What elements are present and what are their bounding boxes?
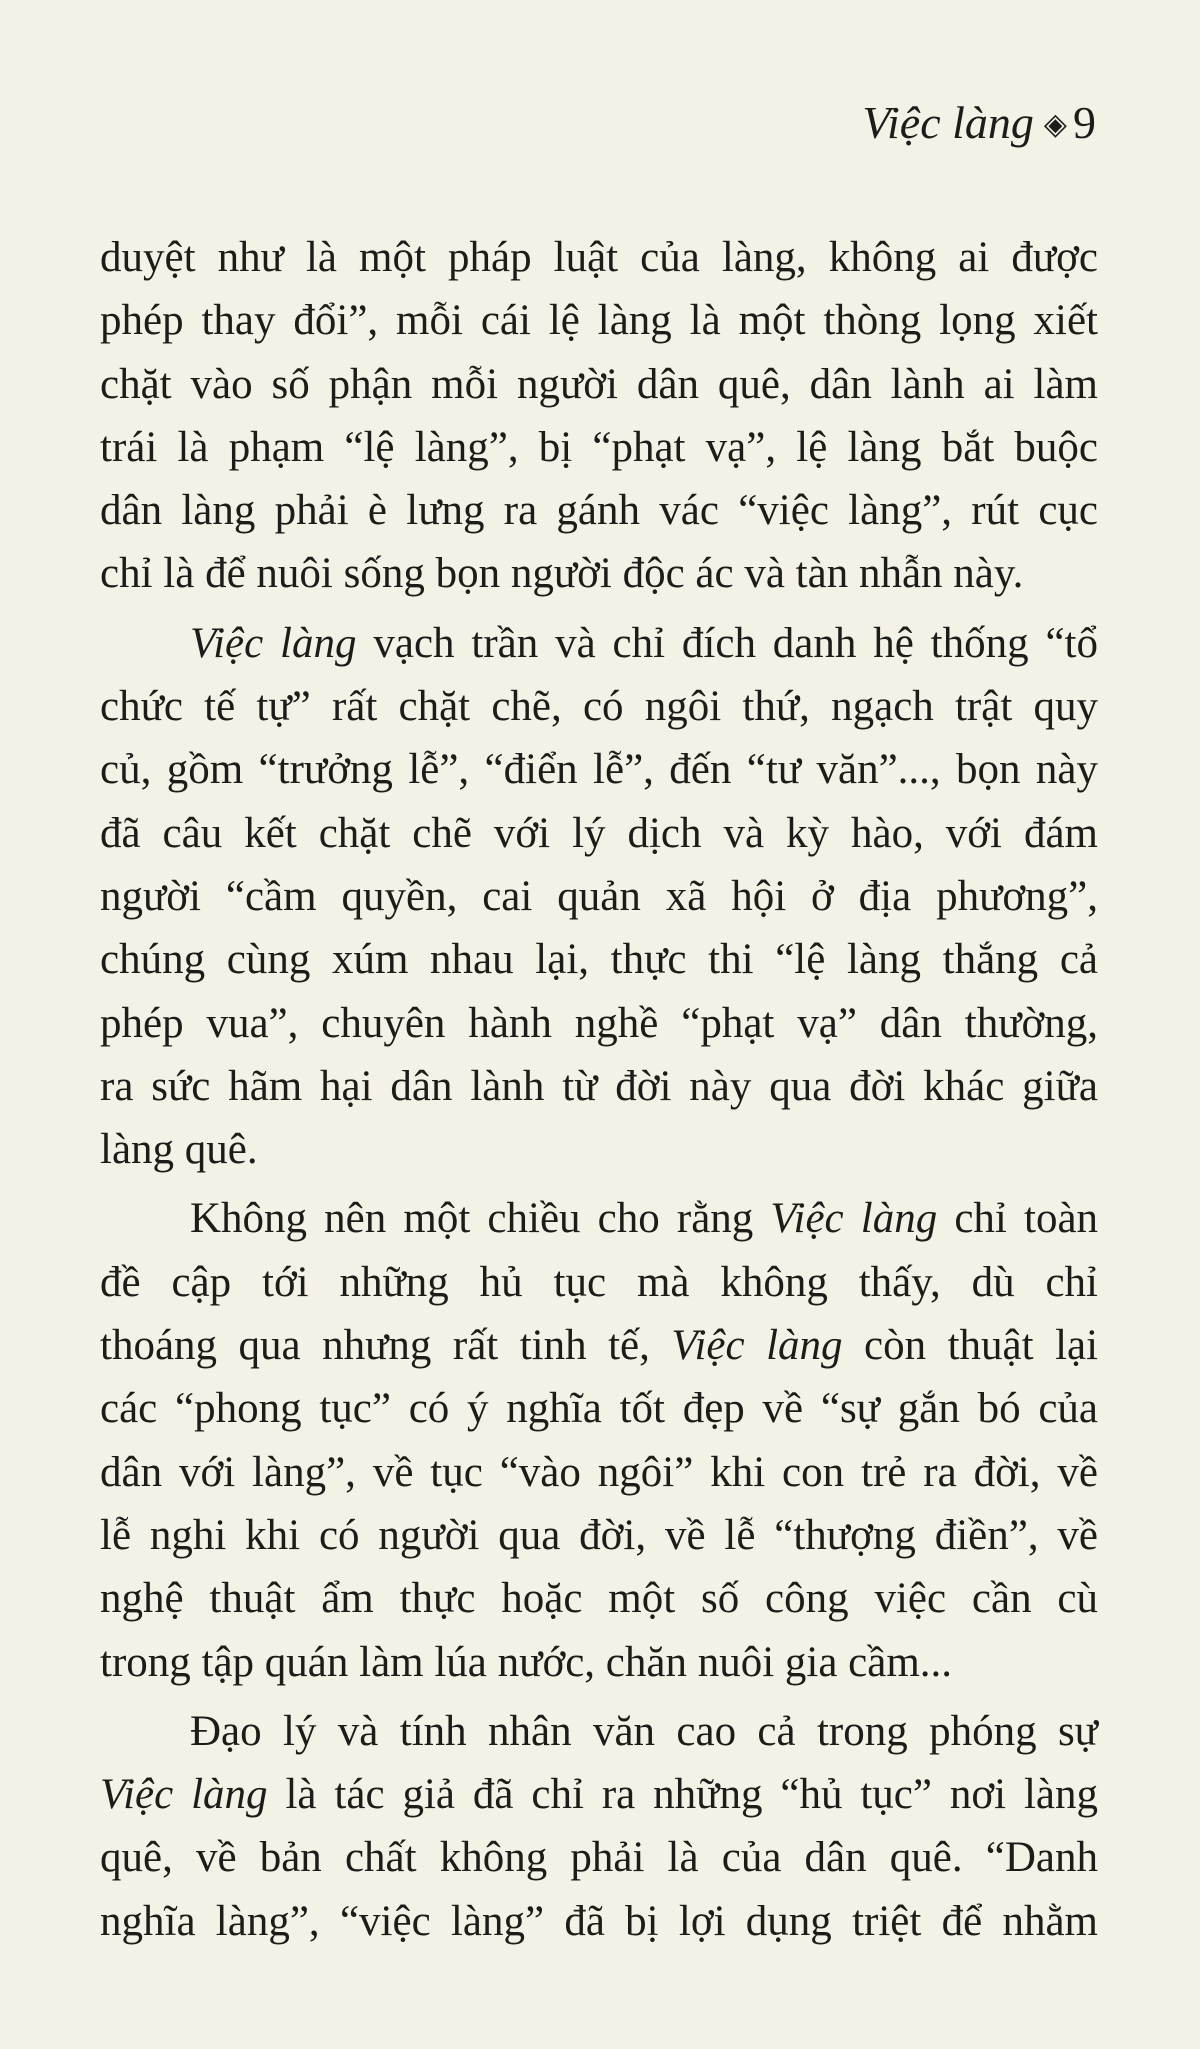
paragraph-1 [100,226,1098,606]
text-line: Đạo lý và tính nhân văn cao cả trong phóng sự [190,1707,1098,1755]
text-line: quê, về bản chất không phải là của dân quê. “Danh [100,1834,1098,1882]
text-line: chúng cùng xúm nhau lại, thực thi “lệ làng thắng cả [100,936,1098,984]
text-line: phép thay đổi”, mỗi cái lệ làng là một thòng lọng xiết [100,297,1098,345]
body-text [100,226,1098,1953]
text-line [100,612,1098,675]
text-line: các “phong tục” có ý nghĩa tốt đẹp về “sự gắn bó của [100,1385,1098,1433]
italic-title: Việc làng [100,1771,268,1819]
text-fragment: Không nên một chiều cho rằng [190,1195,754,1243]
paragraph-4 [100,1700,1098,1953]
text-line: duyệt như là một pháp luật của làng, không ai được [100,234,1098,281]
text-fragment: vạch trần và chỉ đích danh hệ thống “tổ [373,619,1099,667]
text-line: dân làng phải è lưng ra gánh vác “việc làng”, rút cục [100,487,1098,535]
text-line: người “cầm quyền, cai quản xã hội ở địa phương”, [100,872,1098,920]
text-line [100,1763,1098,1826]
text-line [100,1314,1098,1377]
text-fragment: là tác giả đã chỉ ra những “hủ tục” nơi làng [285,1771,1099,1819]
text-line: ra sức hãm hại dân lành từ đời này qua đời khác giữa [100,1062,1098,1110]
header-title: Việc làng [862,97,1034,148]
text-line: làng quê. [100,1126,258,1174]
text-line: chức tế tự” rất chặt chẽ, có ngôi thứ, ngạch trật quy [100,683,1098,731]
text-fragment: chỉ toàn [954,1195,1099,1243]
diamond-ornament-icon: ◈ [1043,108,1067,141]
text-fragment: còn thuật lại [864,1322,1099,1370]
text-line: củ, gồm “trưởng lễ”, “điển lễ”, đến “tư văn”..., bọn này [100,746,1098,794]
text-line [100,1187,1098,1250]
text-line: đã câu kết chặt chẽ với lý dịch và kỳ hào, với đám [100,809,1098,857]
paragraph-2 [100,612,1098,1182]
text-line: nghệ thuật ẩm thực hoặc một số công việc cần cù [100,1575,1098,1623]
text-line: phép vua”, chuyên hành nghề “phạt vạ” dân thường, [100,999,1098,1047]
text-line: đề cập tới những hủ tục mà không thấy, dù chỉ [100,1258,1098,1306]
text-line: lễ nghi khi có người qua đời, về lễ “thượng điền”, về [100,1511,1098,1559]
text-line: dân với làng”, về tục “vào ngôi” khi con trẻ ra đời, về [100,1448,1098,1496]
text-line: chỉ là để nuôi sống bọn người độc ác và tàn nhẫn này. [100,550,1024,598]
italic-title: Việc làng [770,1195,938,1243]
running-header [862,96,1096,149]
italic-title: Việc làng [190,619,357,667]
paragraph-3 [100,1187,1098,1693]
text-line: nghĩa làng”, “việc làng” đã bị lợi dụng triệt để nhằm [100,1897,1098,1945]
page-number: 9 [1073,97,1096,148]
text-line: trái là phạm “lệ làng”, bị “phạt vạ”, lệ làng bắt buộc [100,423,1098,471]
text-line: trong tập quán làm lúa nước, chăn nuôi gia cầm... [100,1638,953,1686]
text-fragment: thoáng qua nhưng rất tinh tế, [100,1322,650,1370]
italic-title: Việc làng [671,1322,843,1370]
text-line: chặt vào số phận mỗi người dân quê, dân lành ai làm [100,360,1098,408]
